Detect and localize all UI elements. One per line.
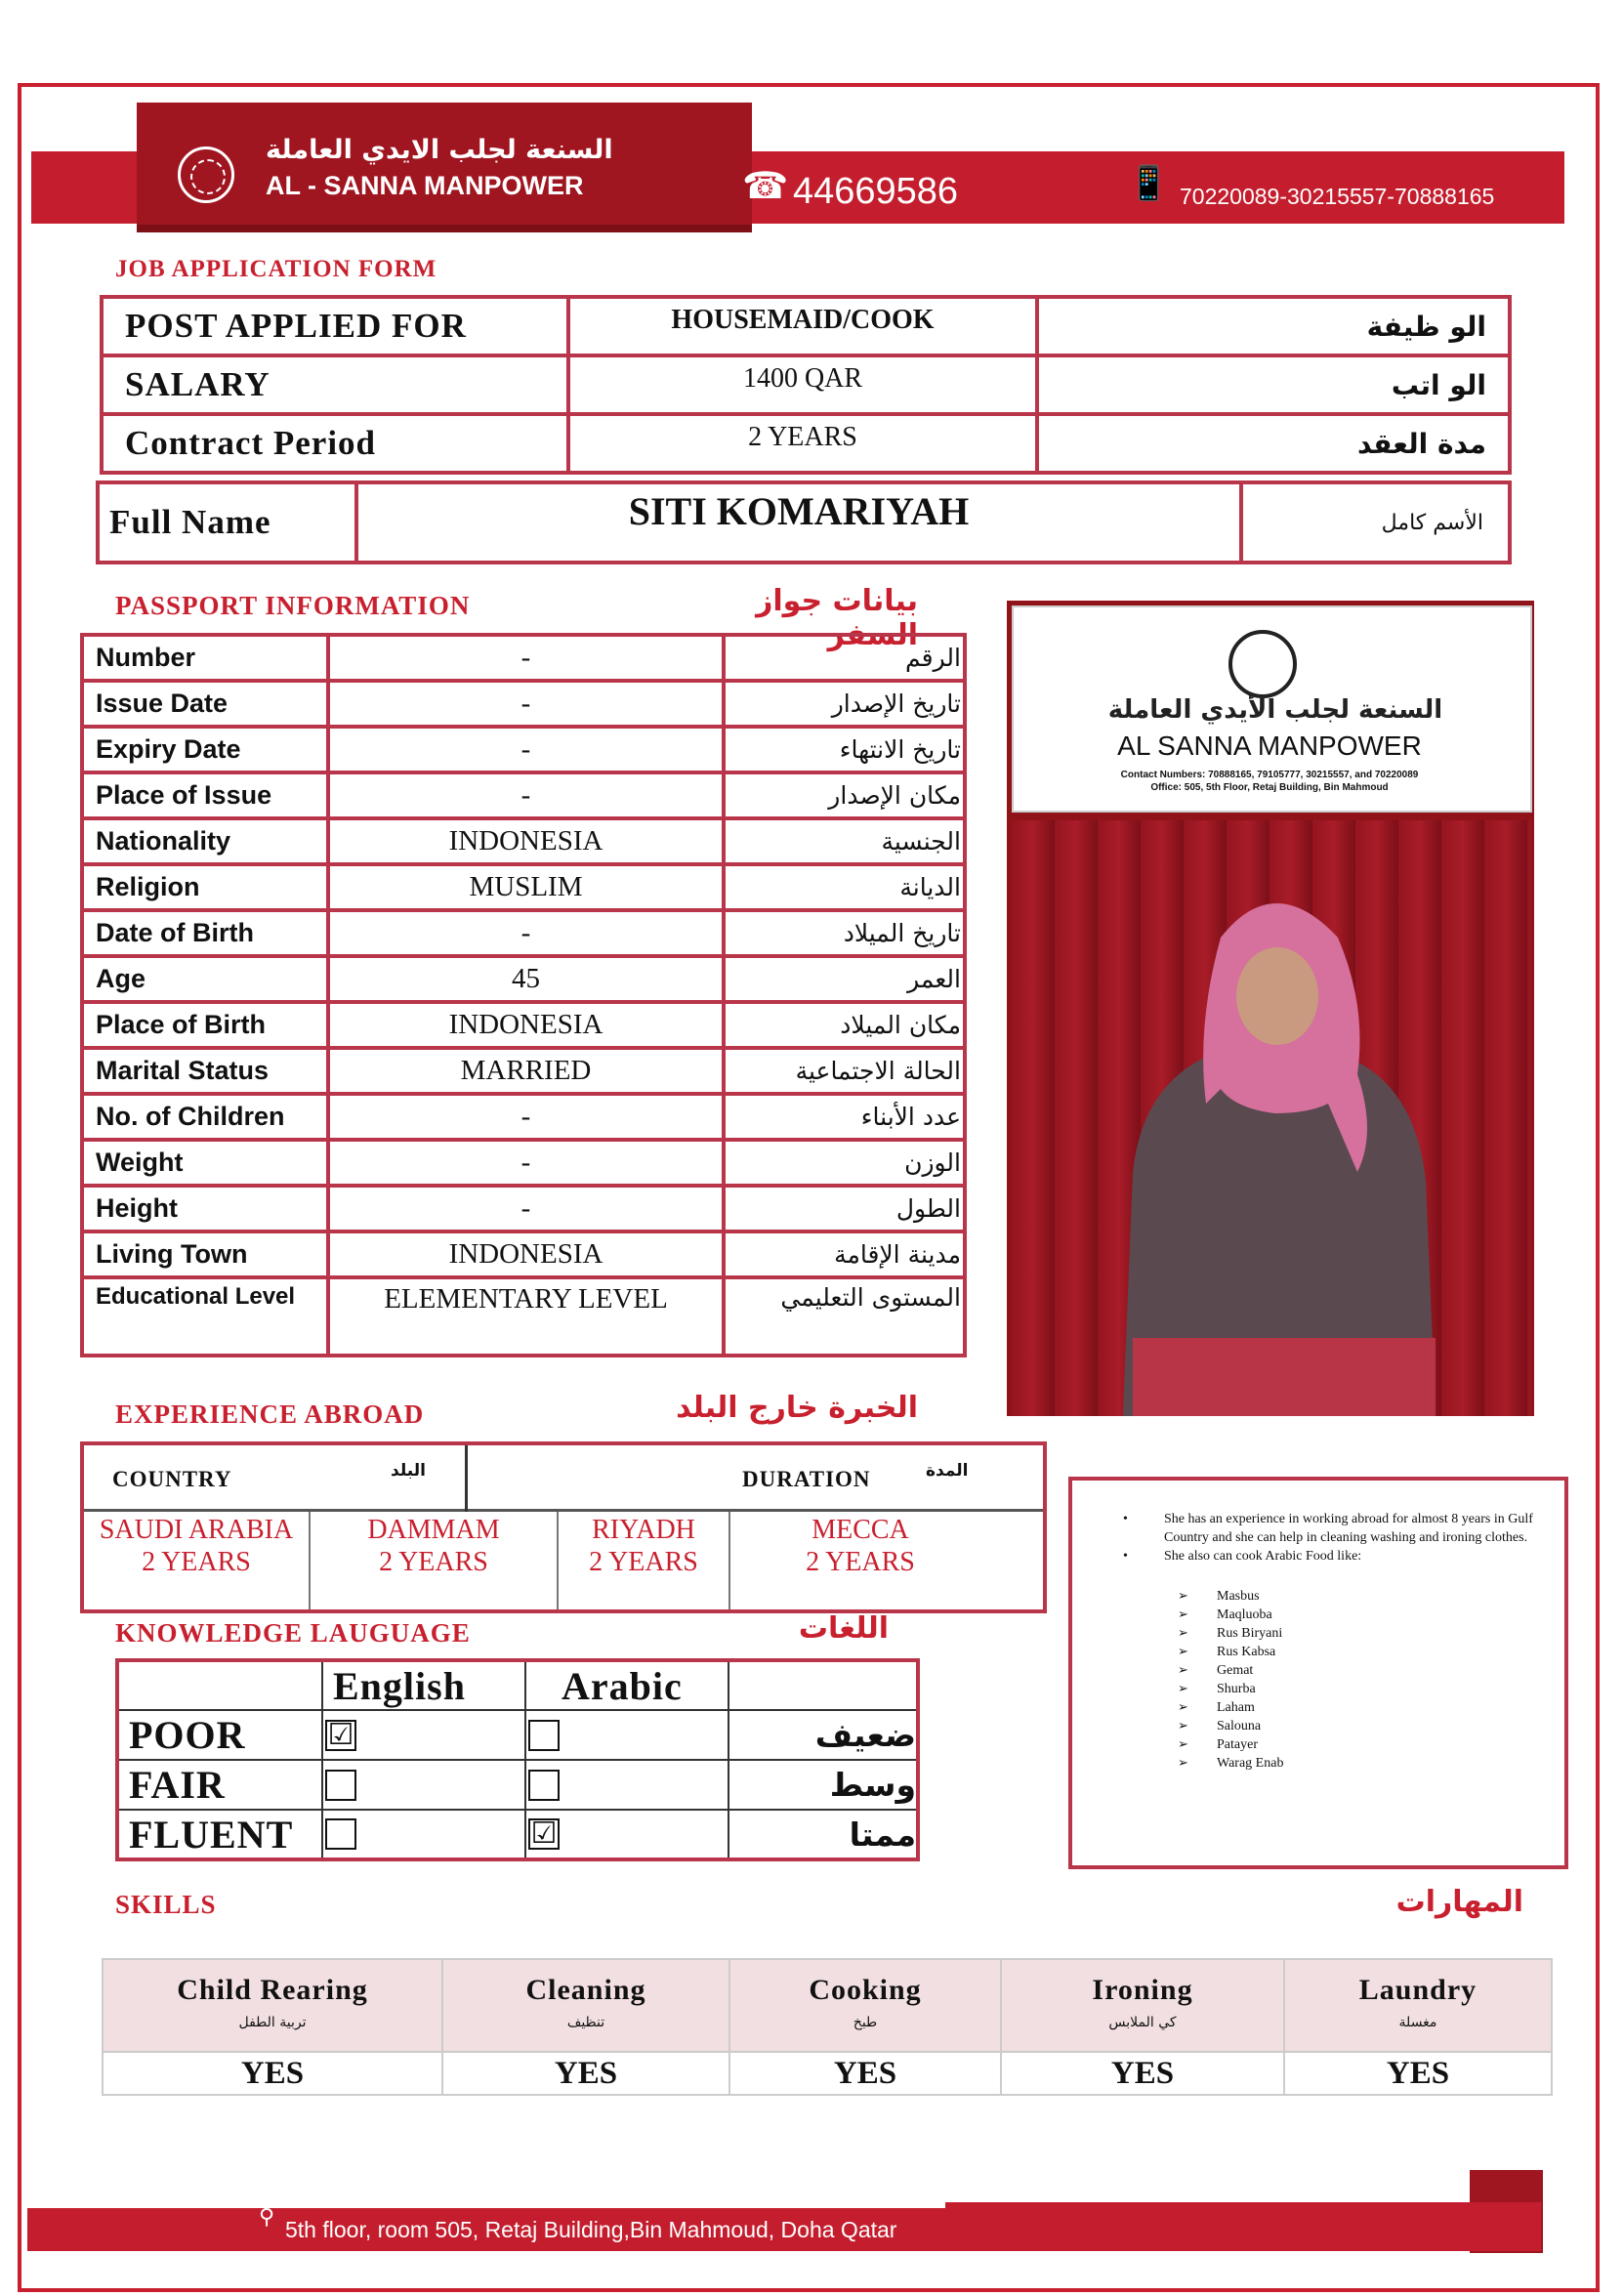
passport-field-label: Weight (82, 1140, 328, 1186)
company-name-en: AL - SANNA MANPOWER (266, 171, 584, 200)
language-row (117, 1710, 918, 1760)
passport-field-label-ar: مدينة الإقامة (724, 1231, 965, 1277)
skill-header (1284, 1959, 1552, 2052)
passport-field-value: INDONESIA (328, 1002, 724, 1048)
passport-field-label: Issue Date (82, 681, 328, 727)
header-shadow (137, 225, 752, 232)
english-fluent-checkbox[interactable] (325, 1818, 356, 1850)
mobile-numbers: 70220089-30215557-70888165 (1180, 184, 1495, 209)
footer-address: 5th floor, room 505, Retaj Building,Bin Mahmoud, Doha Qatar (285, 2217, 897, 2242)
sign-contact-numbers: Contact Numbers: 70888165, 79105777, 30215557, and 70220089 (1120, 770, 1419, 780)
footer-divider (27, 2202, 945, 2208)
passport-field-value: INDONESIA (328, 1231, 724, 1277)
skills-title-ar: المهارات (1395, 1885, 1523, 1919)
arabic-fair-checkbox[interactable] (528, 1770, 560, 1801)
country-header-ar: البلد (391, 1461, 426, 1481)
skill-name-ar: تربية الطفل (238, 2015, 307, 2030)
note-line: • She also can cook Arabic Food like: (1107, 1547, 1555, 1565)
passport-field-value: MARRIED (328, 1048, 724, 1094)
food-item: ➢ Rus Biryani (1178, 1624, 1555, 1643)
full-name-label: Full Name (98, 482, 356, 563)
skill-name: Laundry (1358, 1974, 1477, 2006)
language-row (117, 1810, 918, 1859)
passport-field-value: - (328, 1094, 724, 1140)
salary-row (102, 355, 1510, 414)
duration-header-ar: المدة (926, 1461, 969, 1481)
language-table (115, 1658, 920, 1861)
job-form-title: JOB APPLICATION FORM (115, 256, 437, 282)
language-level-ar: وسط (728, 1760, 918, 1810)
skill-value: YES (1284, 2052, 1552, 2095)
english-poor-checkbox[interactable]: ☑ (325, 1720, 356, 1751)
passport-row (82, 818, 965, 864)
language-level: POOR (117, 1710, 322, 1760)
passport-field-label: Living Town (82, 1231, 328, 1277)
skill-name-ar: تنظيف (566, 2015, 605, 2030)
passport-field-label-ar: الديانة (724, 864, 965, 910)
skills-title: SKILLS (115, 1890, 217, 1919)
passport-field-label-ar: تاريخ الانتهاء (724, 727, 965, 772)
english-header: English (322, 1660, 525, 1710)
salary-label-ar: الو اتب (1037, 355, 1510, 414)
passport-field-label: Place of Birth (82, 1002, 328, 1048)
note-line: • She has an experience in working abroad for almost 8 years in Gulf Country and she can help in cleaning washing and ironing clothes. (1107, 1510, 1555, 1547)
passport-row (82, 1277, 965, 1356)
passport-row (82, 727, 965, 772)
language-row (117, 1760, 918, 1810)
sign-company-ar: السنعة لجلب الأيدي العاملة (1107, 695, 1443, 725)
language-level-ar: ممتا (728, 1810, 918, 1859)
food-item: ➢ Rus Kabsa (1178, 1643, 1555, 1661)
arabic-poor-checkbox[interactable] (528, 1720, 560, 1751)
passport-field-label-ar: الطول (724, 1186, 965, 1231)
experience-entry (559, 1512, 730, 1609)
experience-place: SAUDI ARABIA (99, 1515, 294, 1545)
sign-office-address: Office: 505, 5th Floor, Retaj Building, Bin Mahmoud (1150, 782, 1389, 793)
passport-row (82, 1186, 965, 1231)
skill-value: YES (729, 2052, 1001, 2095)
passport-field-label: Educational Level (82, 1277, 328, 1356)
skill-value: YES (1001, 2052, 1284, 2095)
passport-title-ar: بيانات جواز السفر (756, 584, 918, 652)
language-title: KNOWLEDGE LAUGUAGE (115, 1618, 471, 1648)
passport-field-value: 45 (328, 956, 724, 1002)
food-item: ➢ Warag Enab (1178, 1754, 1555, 1773)
passport-field-label: Number (82, 635, 328, 681)
passport-field-label-ar: تاريخ الإصدار (724, 681, 965, 727)
experience-title-ar: الخبرة خارج البلد (676, 1391, 918, 1425)
passport-field-value: - (328, 727, 724, 772)
passport-field-value: - (328, 910, 724, 956)
passport-field-label-ar: مكان الميلاد (724, 1002, 965, 1048)
passport-row (82, 635, 965, 681)
skill-name-ar: طبخ (853, 2015, 878, 2030)
post-row (102, 297, 1510, 355)
passport-field-label: No. of Children (82, 1094, 328, 1140)
location-pin-icon: ⚲ (259, 2205, 275, 2230)
person-silhouette (1064, 879, 1484, 1416)
passport-field-label: Nationality (82, 818, 328, 864)
english-fair-checkbox[interactable] (325, 1770, 356, 1801)
passport-row (82, 1002, 965, 1048)
experience-notes (1068, 1477, 1568, 1869)
experience-duration: 2 YEARS (379, 1547, 488, 1577)
skill-name: Ironing (1092, 1974, 1193, 2006)
sign-company-en: AL SANNA MANPOWER (1117, 731, 1422, 761)
language-level: FLUENT (117, 1810, 322, 1859)
passport-row (82, 1231, 965, 1277)
passport-field-label-ar: مكان الإصدار (724, 772, 965, 818)
food-item: ➢ Shurba (1178, 1680, 1555, 1698)
passport-field-label: Marital Status (82, 1048, 328, 1094)
passport-field-value: - (328, 635, 724, 681)
passport-field-value: INDONESIA (328, 818, 724, 864)
passport-title: PASSPORT INFORMATION (115, 591, 471, 620)
passport-field-value: - (328, 681, 724, 727)
passport-field-label-ar: تاريخ الميلاد (724, 910, 965, 956)
passport-table (80, 633, 967, 1357)
food-item: ➢ Gemat (1178, 1661, 1555, 1680)
skill-name: Child Rearing (177, 1974, 368, 2006)
arabic-fluent-checkbox[interactable]: ☑ (528, 1818, 560, 1850)
passport-field-value: - (328, 1140, 724, 1186)
passport-field-label-ar: الوزن (724, 1140, 965, 1186)
passport-row (82, 956, 965, 1002)
sign-globe-icon (1228, 630, 1297, 698)
phone-number: 44669586 (793, 171, 959, 212)
post-table (100, 295, 1512, 475)
skill-name: Cleaning (525, 1974, 646, 2006)
experience-duration: 2 YEARS (142, 1547, 251, 1577)
language-level-ar: ضعيف (728, 1710, 918, 1760)
food-item: ➢ Salouna (1178, 1717, 1555, 1735)
contract-row (102, 414, 1510, 473)
mobile-icon: 📱 (1128, 164, 1170, 203)
passport-field-label-ar: العمر (724, 956, 965, 1002)
food-item: ➢ Patayer (1178, 1735, 1555, 1754)
post-value: HOUSEMAID/COOK (568, 297, 1037, 355)
passport-field-label: Age (82, 956, 328, 1002)
full-name-table (96, 480, 1512, 564)
experience-entry (311, 1512, 559, 1609)
passport-field-label-ar: المستوى التعليمي (724, 1277, 965, 1356)
globe-logo-icon (178, 146, 234, 203)
experience-place: DAMMAM (367, 1515, 500, 1545)
experience-place: MECCA (812, 1515, 909, 1545)
language-level: FAIR (117, 1760, 322, 1810)
salary-value: 1400 QAR (568, 355, 1037, 414)
passport-field-label-ar: الرقم (724, 635, 965, 681)
experience-entry (84, 1512, 311, 1609)
passport-row (82, 910, 965, 956)
passport-field-label-ar: الجنسية (724, 818, 965, 864)
experience-place: RIYADH (592, 1515, 695, 1545)
passport-field-value: MUSLIM (328, 864, 724, 910)
country-header: COUNTRY (112, 1467, 232, 1491)
passport-field-label: Place of Issue (82, 772, 328, 818)
passport-field-label: Religion (82, 864, 328, 910)
arabic-header: Arabic (525, 1660, 728, 1710)
passport-row (82, 1140, 965, 1186)
salary-label: SALARY (102, 355, 568, 414)
phone-icon: ☎ (742, 164, 789, 207)
language-header-blank (728, 1660, 918, 1710)
experience-header-divider (465, 1445, 468, 1512)
food-item: ➢ Masbus (1178, 1587, 1555, 1606)
passport-field-value: - (328, 772, 724, 818)
passport-field-value: ELEMENTARY LEVEL (328, 1277, 724, 1356)
skill-header (442, 1959, 729, 2052)
passport-field-label-ar: عدد الأبناء (724, 1094, 965, 1140)
passport-field-label: Expiry Date (82, 727, 328, 772)
experience-duration: 2 YEARS (806, 1547, 915, 1577)
skill-header (1001, 1959, 1284, 2052)
contract-value: 2 YEARS (568, 414, 1037, 473)
passport-field-label-ar: الحالة الاجتماعية (724, 1048, 965, 1094)
passport-field-label: Height (82, 1186, 328, 1231)
passport-field-value: - (328, 1186, 724, 1231)
experience-title: EXPERIENCE ABROAD (115, 1399, 425, 1429)
food-item: ➢ Laham (1178, 1698, 1555, 1717)
company-name-ar: السنعة لجلب الايدي العاملة (266, 135, 613, 165)
contract-label-ar: مدة العقد (1037, 414, 1510, 473)
skill-value: YES (442, 2052, 729, 2095)
skill-name: Cooking (809, 1974, 922, 2006)
full-name-label-ar: الأسم كامل (1241, 482, 1510, 563)
skill-header (103, 1959, 442, 2052)
passport-row (82, 1048, 965, 1094)
post-label: POST APPLIED FOR (102, 297, 568, 355)
language-corner (117, 1660, 322, 1710)
language-title-ar: اللغات (798, 1611, 889, 1646)
experience-entry (730, 1512, 990, 1609)
skill-name-ar: مغسلة (1398, 2015, 1437, 2030)
experience-duration: 2 YEARS (589, 1547, 698, 1577)
full-name-value: SITI KOMARIYAH (356, 482, 1241, 563)
passport-row (82, 1094, 965, 1140)
skills-table (102, 1958, 1553, 2096)
skill-value: YES (103, 2052, 442, 2095)
passport-row (82, 681, 965, 727)
skill-name-ar: كي الملابس (1108, 2015, 1177, 2030)
passport-row (82, 864, 965, 910)
passport-field-label: Date of Birth (82, 910, 328, 956)
passport-row (82, 772, 965, 818)
contract-label: Contract Period (102, 414, 568, 473)
food-list (1178, 1587, 1555, 1773)
skill-header (729, 1959, 1001, 2052)
food-item: ➢ Maqluoba (1178, 1606, 1555, 1624)
duration-header: DURATION (742, 1467, 871, 1491)
post-label-ar: الو ظيفة (1037, 297, 1510, 355)
